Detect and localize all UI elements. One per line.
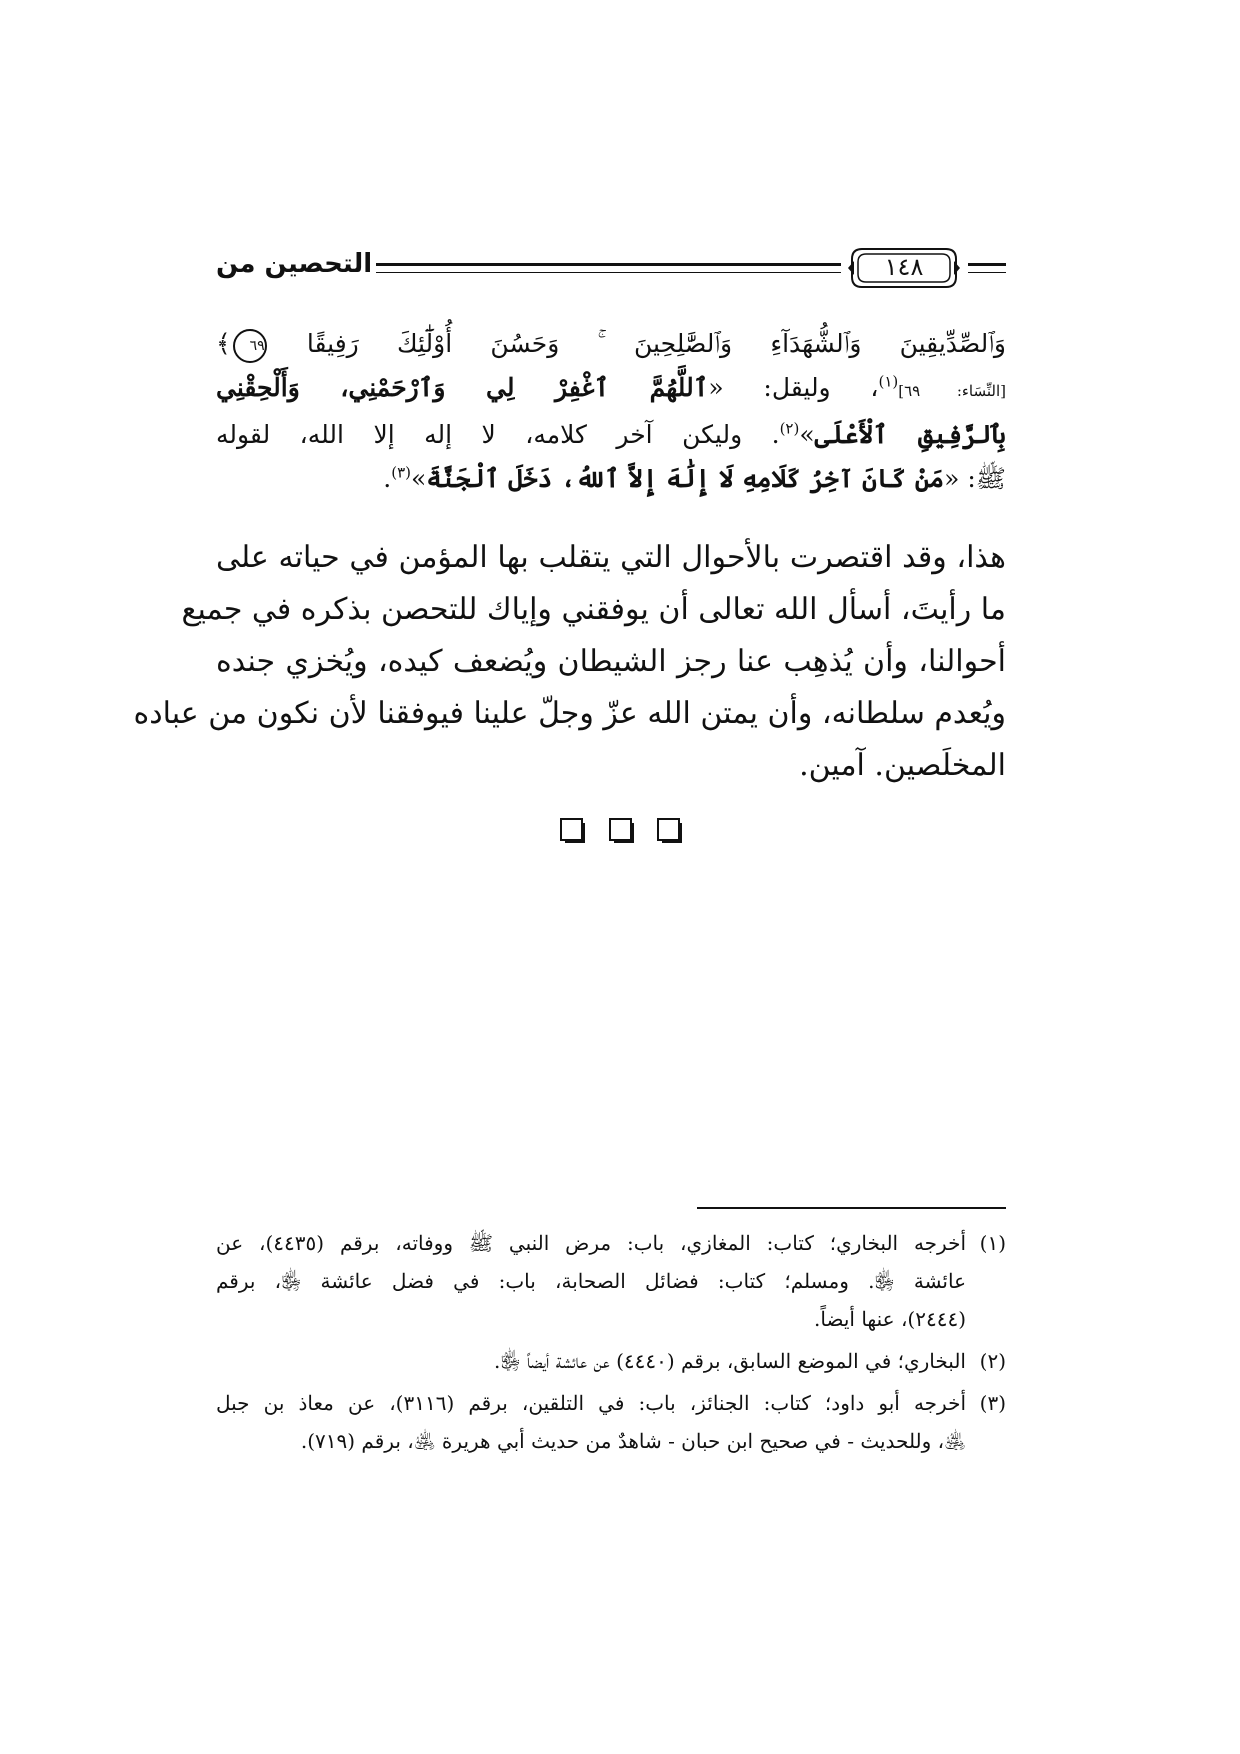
hadith-text: مَنْ كَانَ آخِرُ كَلَامِهِ لَا إِلَٰهَ إِلاَّ ٱللهُ، دَخَلَ ٱلْجَنَّةَ xyxy=(426,464,945,493)
body-line: أحوالنا، وأن يُذهِب عنا رجز الشيطان ويُضعف كيده، ويُخزي جنده xyxy=(216,644,1006,679)
footnote-number: (١) xyxy=(979,1231,1007,1255)
footnote-line: عائشة ﵂. ومسلم؛ كتاب: فضائل الصحابة، باب: في فضل عائشة ﵂، برقم xyxy=(216,1269,966,1293)
quote-text: . وليكن آخر كلامه، لا إله إلا الله، لقوله xyxy=(216,420,780,449)
quote-close-mark: » xyxy=(411,464,427,493)
footnote-ref-3[interactable]: (٣) xyxy=(391,463,412,482)
quote-line-3 xyxy=(216,413,1006,457)
quote-text: . xyxy=(383,464,392,493)
page-number: ١٤٨ xyxy=(884,253,924,281)
quote-text: ، وليقل: « xyxy=(708,373,879,402)
running-title: التحصين من xyxy=(216,249,373,279)
footnote-3 xyxy=(216,1384,1006,1460)
quote-line-4 xyxy=(216,457,1006,501)
square-ornament-icon xyxy=(609,818,632,841)
ayah-number-mark: ٦٩ xyxy=(233,329,267,363)
footnotes xyxy=(216,1224,1006,1460)
section-separator xyxy=(560,818,680,846)
verse-reference: [النِّسَاء: ٦٩] xyxy=(898,382,1006,400)
footnote-1 xyxy=(216,1224,1006,1338)
footnote-line xyxy=(216,1384,1006,1422)
footnote-line xyxy=(216,1224,1006,1262)
footnote-ref-2[interactable]: (٢) xyxy=(779,419,800,438)
square-ornament-icon xyxy=(560,818,583,841)
body-line: هذا، وقد اقتصرت بالأحوال التي يتقلب بها المؤمن في حياته على xyxy=(216,540,1006,575)
footnote-ref-1[interactable]: (١) xyxy=(878,372,899,391)
footnote-number: (٢) xyxy=(979,1349,1006,1373)
body-line: ما رأيتَ، أسأل الله تعالى أن يوفقني وإياك للتحصن بذكره في جميع xyxy=(181,592,1006,627)
page-header xyxy=(216,245,1006,297)
quote-line-1 xyxy=(216,322,1006,366)
footnote-text: أخرجه البخاري؛ كتاب: المغازي، باب: مرض النبي ﷺ ووفاته، برقم (٤٤٣٥)، عن xyxy=(216,1231,967,1255)
dua-text-cont: بِٱلرَّفِيقِ ٱلْأَعْلَى xyxy=(814,420,1006,449)
header-rule xyxy=(376,263,841,273)
footnote-line: (٢٤٤٤)، عنها أيضاً. xyxy=(814,1307,966,1331)
body-paragraph xyxy=(133,532,1006,792)
quran-verse-text: وَٱلصِّدِّيقِينَ وَٱلشُّهَدَآءِ وَٱلصَّٰلِحِينَ ۚ وَحَسُنَ أُوْلَٰٓئِكَ رَفِيقًا xyxy=(306,329,1007,358)
footnote-line xyxy=(216,1342,1006,1380)
body-line: المخلَصين. آمين. xyxy=(799,748,1006,783)
quran-close-bracket: ﴾ xyxy=(216,329,231,358)
footnote-2 xyxy=(216,1342,1006,1380)
footnote-rule xyxy=(697,1207,1006,1209)
quote-line-2 xyxy=(216,366,1006,413)
dua-text: ٱللَّهُمَّ ٱغْفِرْ لِي وَٱرْحَمْنِي، وَأَلْحِقْنِي xyxy=(216,373,709,402)
footnote-number: (٣) xyxy=(979,1391,1006,1415)
square-ornament-icon xyxy=(657,818,680,841)
quote-close-mark: » xyxy=(799,420,815,449)
quote-text: ﷺ: « xyxy=(944,464,1006,493)
quote-passage xyxy=(216,322,1006,501)
footnote-text: البخاري؛ في الموضع السابق، برقم (٤٤٤٠) عن عائشة أيضاً ﵂. xyxy=(493,1349,966,1373)
body-line: ويُعدم سلطانه، وأن يمتن الله عزّ وجلّ علينا فيوفقنا لأن نكون من عباده xyxy=(133,696,1006,731)
header-rule-short xyxy=(968,263,1006,273)
page-number-badge xyxy=(848,245,960,291)
footnote-line: ﵁، وللحديث - في صحيح ابن حبان - شاهدٌ من حديث أبي هريرة ﵁، برقم (٧١٩). xyxy=(300,1429,966,1453)
footnote-text: أخرجه أبو داود؛ كتاب: الجنائز، باب: في التلقين، برقم (٣١١٦)، عن معاذ بن جبل xyxy=(216,1391,966,1415)
